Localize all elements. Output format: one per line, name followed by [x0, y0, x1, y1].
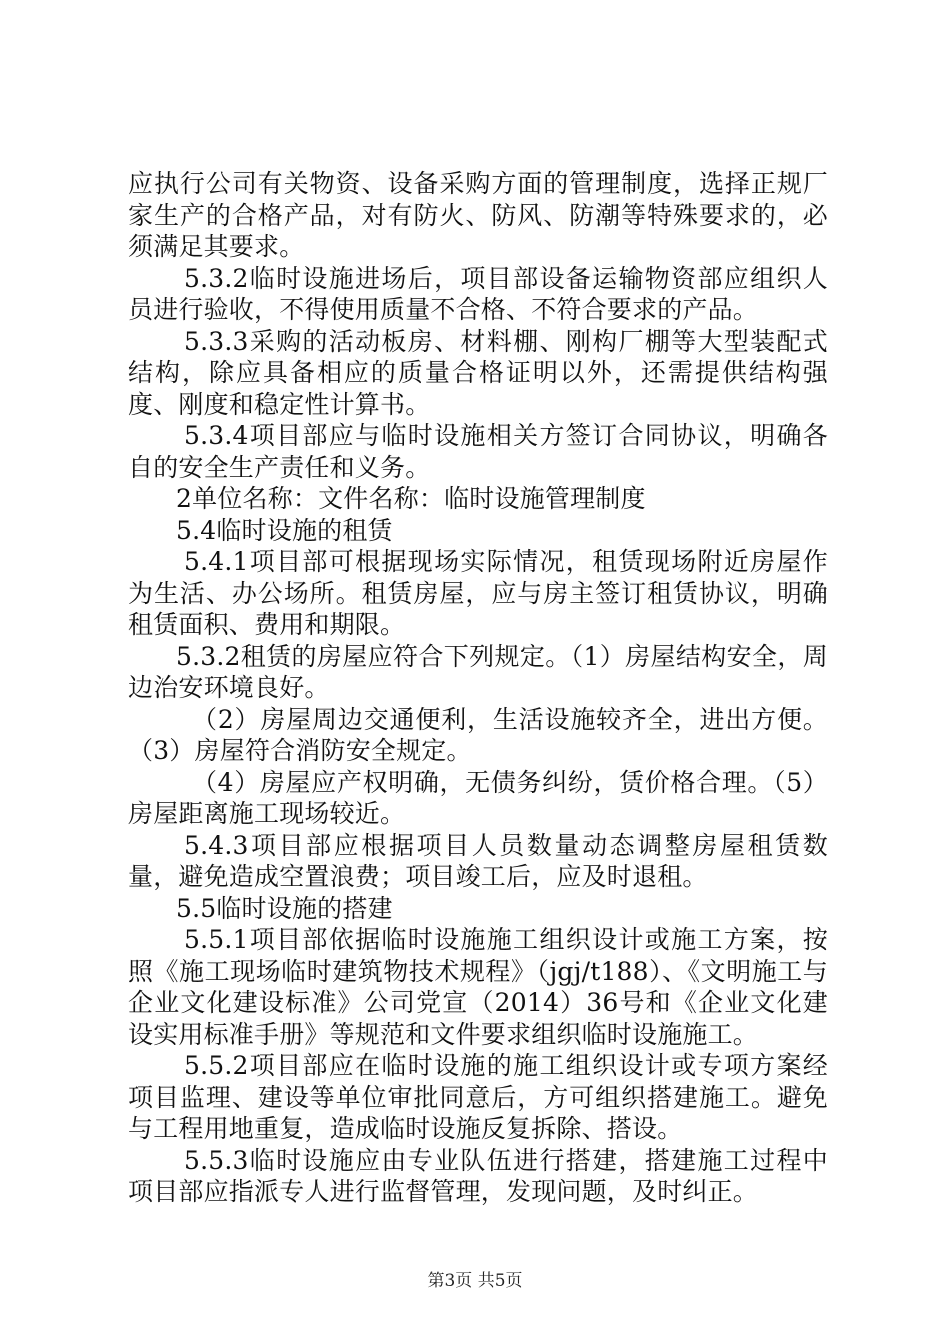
paragraph-5-5-2: 5.5.2项目部应在临时设施的施工组织设计或专项方案经项目监理、建设等单位审批同意后，方可组织搭建施工。避免与工程用地重复，造成临时设施反复拆除、搭设。 [128, 1051, 828, 1143]
paragraph-5-5-3: 5.5.3临时设施应由专业队伍进行搭建，搭建施工过程中项目部应指派专人进行监督管理，发现问题，及时纠正。 [128, 1145, 828, 1206]
paragraph-5-4-1: 5.4.1项目部可根据现场实际情况，租赁现场附近房屋作为生活、办公场所。租赁房屋，应与房主签订租赁协议，明确租赁面积、费用和期限。 [128, 547, 828, 639]
paragraph-5-3-2-lease: 5.3.2租赁的房屋应符合下列规定。（1）房屋结构安全，周边治安环境良好。 [128, 641, 828, 702]
page-footer: 第3页 共5页 [427, 1271, 523, 1291]
paragraph-continued: 应执行公司有关物资、设备采购方面的管理制度，选择正规厂家生产的合格产品，对有防火、防风、防潮等特殊要求的，必须满足其要求。 [128, 169, 828, 261]
section-heading-5-4: 5.4临时设施的租赁 [176, 515, 393, 545]
paragraph-lease-item-2: （2）房屋周边交通便利，生活设施较齐全，进出方便。（3）房屋符合消防安全规定。 [128, 704, 828, 765]
section-heading-5-5: 5.5临时设施的搭建 [176, 893, 393, 923]
document-body [128, 168, 828, 1208]
paragraph-5-5-1: 5.5.1项目部依据临时设施施工组织设计或施工方案，按照《施工现场临时建筑物技术规程》（jgj/t188）、《文明施工与企业文化建设标准》公司党宣（2014）36号和《企业文化建设实用标准手册》等规范和文件要求组织临时设施施工。 [128, 925, 828, 1049]
paragraph-unit-name: 2单位名称：文件名称：临时设施管理制度 [176, 484, 646, 513]
paragraph-5-3-2: 5.3.2临时设施进场后，项目部设备运输物资部应组织人员进行验收，不得使用质量不合格、不符合要求的产品。 [128, 263, 828, 324]
paragraph-5-3-3: 5.3.3采购的活动板房、材料棚、刚构厂棚等大型装配式结构，除应具备相应的质量合格证明以外，还需提供结构强度、刚度和稳定性计算书。 [128, 326, 828, 419]
paragraph-5-4-3: 5.4.3项目部应根据项目人员数量动态调整房屋租赁数量，避免造成空置浪费；项目竣工后，应及时退租。 [128, 830, 828, 891]
paragraph-lease-item-4: （4）房屋应产权明确，无债务纠纷，赁价格合理。（5）房屋距离施工现场较近。 [128, 767, 828, 828]
paragraph-5-3-4: 5.3.4项目部应与临时设施相关方签订合同协议，明确各自的安全生产责任和义务。 [128, 421, 828, 482]
